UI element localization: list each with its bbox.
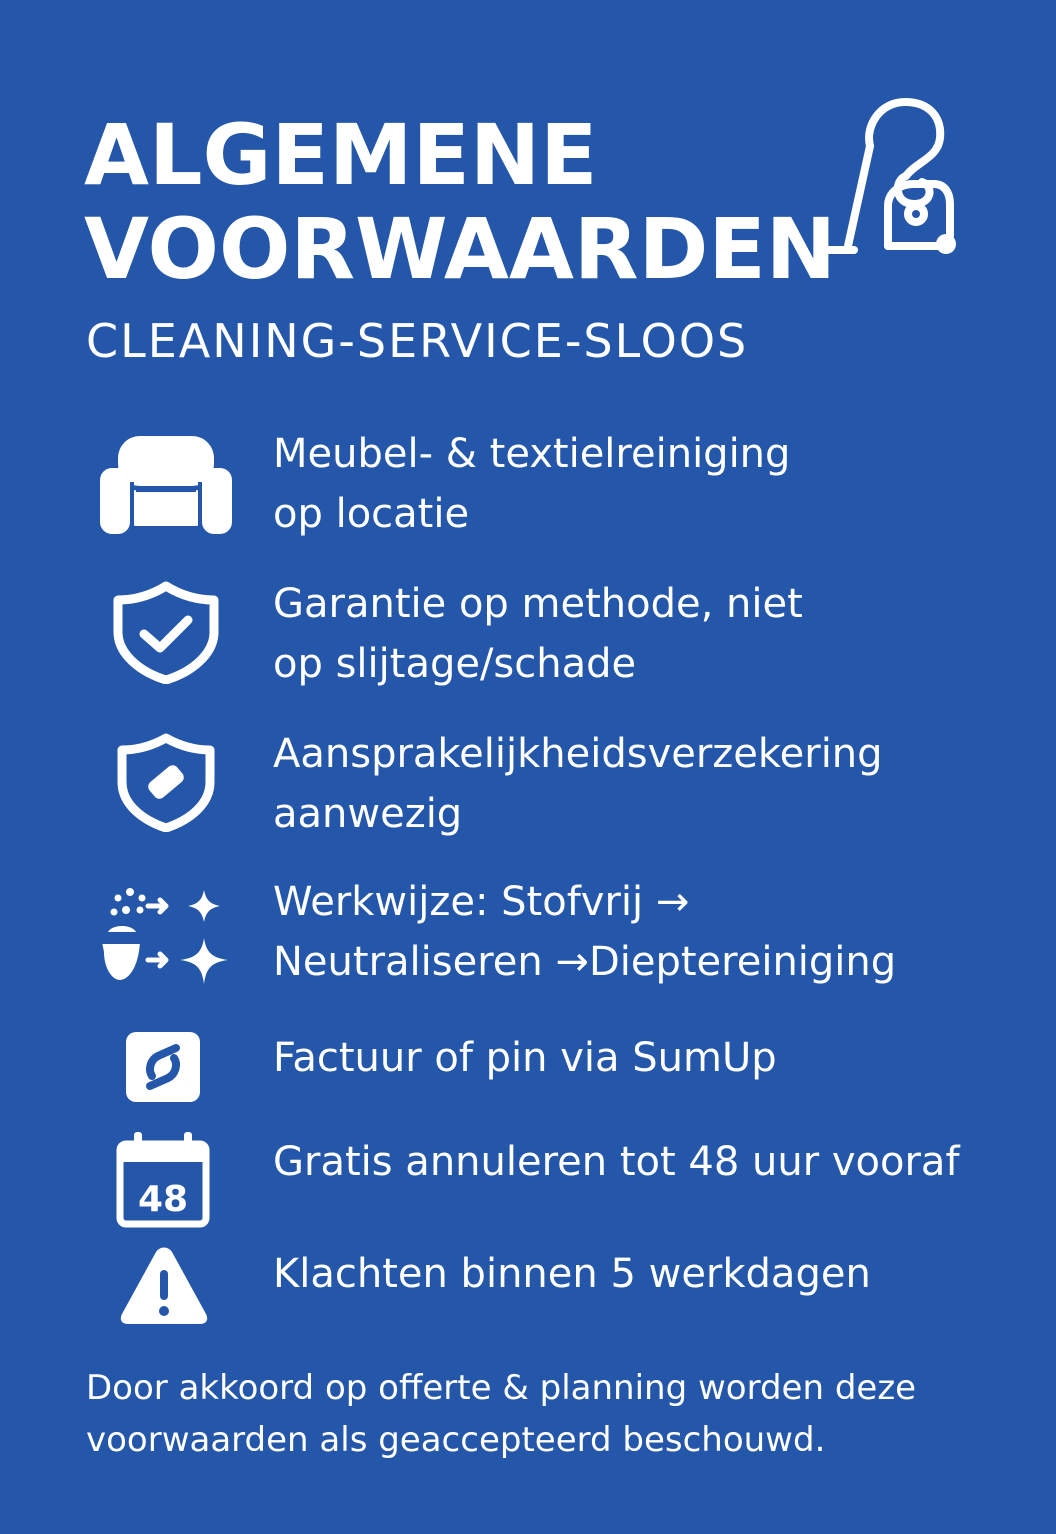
sumup-icon <box>96 1030 236 1104</box>
page-title: ALGEMENE VOORWAARDEN <box>84 106 837 298</box>
item-label: Gratis annuleren tot 48 uur vooraf <box>273 1139 960 1185</box>
item-label: Aansprakelijkheidsverzekering aanwezig <box>273 731 883 837</box>
shield-plaster-icon <box>96 732 236 832</box>
item-label: Klachten binnen 5 werkdagen <box>273 1251 871 1297</box>
item-label: Garantie op methode, niet op slijtage/schade <box>273 581 803 687</box>
item-label: Meubel- & textielreiniging op locatie <box>273 431 791 537</box>
warning-icon <box>96 1244 236 1326</box>
process-sparkle-icon <box>96 880 236 990</box>
armchair-icon <box>96 428 236 540</box>
calendar-number: 48 <box>137 1179 189 1220</box>
company-name: CLEANING-SERVICE-SLOOS <box>86 314 749 368</box>
footer-note: Door akkoord op offerte & planning worden deze voorwaarden als geaccepteerd beschouwd. <box>86 1368 917 1460</box>
calendar-icon <box>96 1132 236 1228</box>
vacuum-cleaner-icon <box>810 96 960 266</box>
item-label: Werkwijze: Stofvrij → Neutraliseren →Dieptereiniging <box>273 879 897 985</box>
shield-check-icon <box>96 580 236 684</box>
item-label: Factuur of pin via SumUp <box>273 1035 777 1081</box>
